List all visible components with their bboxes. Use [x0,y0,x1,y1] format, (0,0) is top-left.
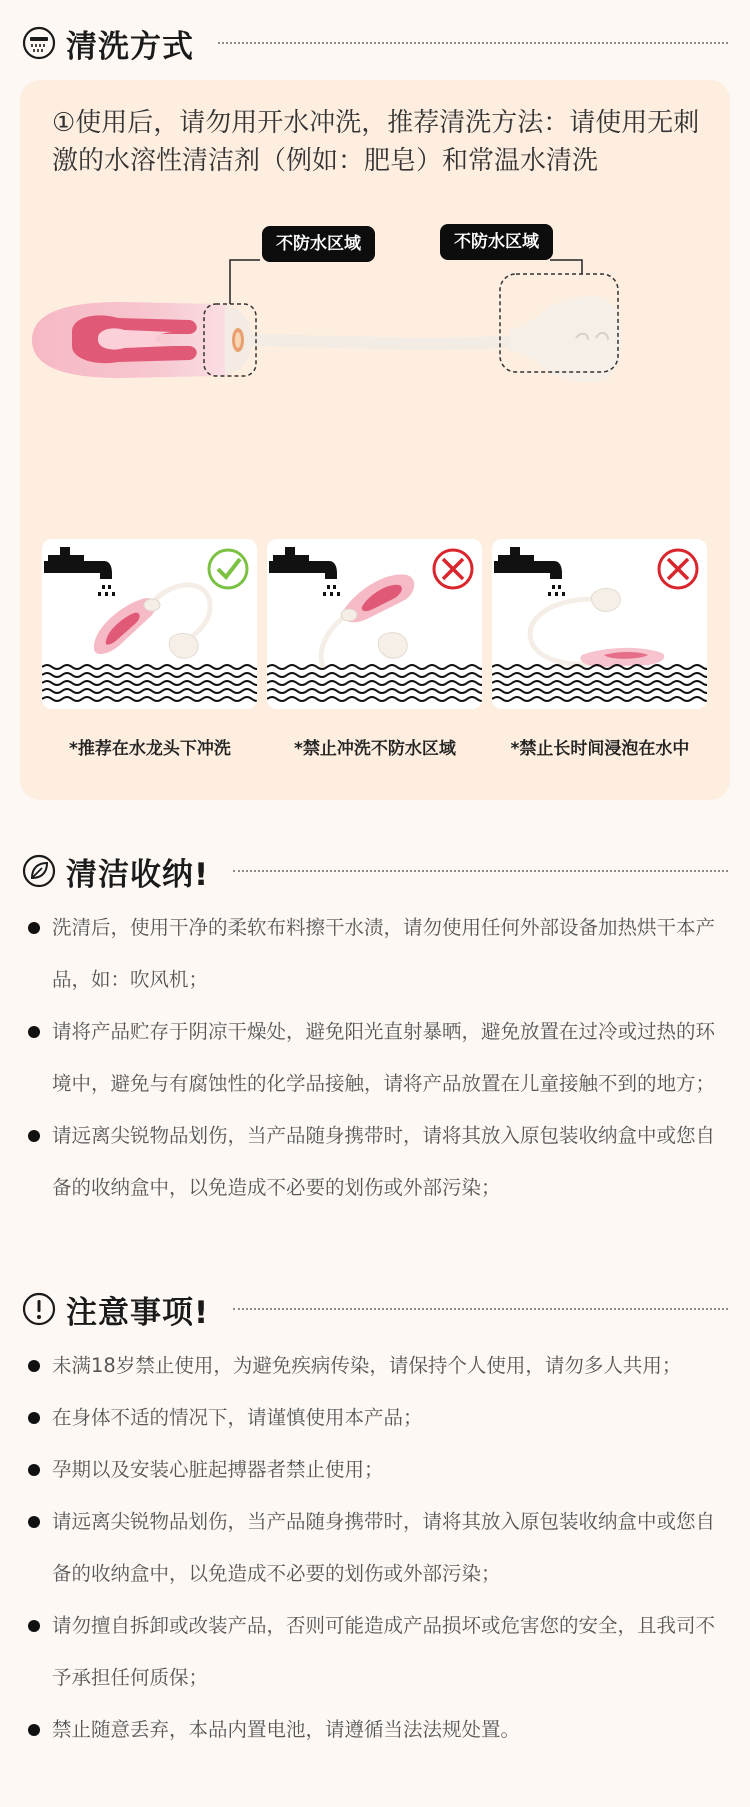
section-header-wash [22,20,728,66]
list-item: 请远离尖锐物品划伤，当产品随身携带时，请将其放入原包装收纳盒中或您自备的收纳盒中，以免造成不必要的划伤或外部污染； [28,1496,728,1600]
check-icon [209,550,247,588]
section-divider [233,870,728,872]
list-item: 请远离尖锐物品划伤，当产品随身携带时，请将其放入原包装收纳盒中或您自备的收纳盒中，以免造成不必要的划伤或外部污染； [28,1110,728,1214]
list-item: 在身体不适的情况下，请谨慎使用本产品； [28,1392,728,1444]
water-waves [267,665,482,701]
caption-rinse-ok: *推荐在水龙头下冲洗 [69,739,231,759]
wash-card [20,80,730,800]
section-divider [218,42,728,44]
product-diagram [20,220,730,480]
tag-non-waterproof-left: 不防水区域 [262,226,375,262]
water-waves [492,665,707,701]
list-item: 请勿擅自拆卸或改装产品，否则可能造成产品损坏或危害您的安全，且我司不予承担任何质保； [28,1600,728,1704]
notice-list [28,1340,728,1756]
bullet-dot [28,1412,40,1424]
section-title-wash: 清洗方式 [66,28,194,65]
caption-soak-no: *禁止长时间浸泡在水中 [510,739,690,759]
bullet-dot [28,922,40,934]
list-item: 禁止随意丢弃，本品内置电池，请遵循当法法规处置。 [28,1704,728,1756]
section-divider [233,1308,728,1310]
shower-icon [22,26,56,60]
list-item: 孕期以及安装心脏起搏器者禁止使用； [28,1444,728,1496]
caption-rinse-no-area: *禁止冲洗不防水区域 [294,739,456,759]
product-body-pink [32,302,252,378]
list-item: 请将产品贮存于阴凉干燥处，避免阳光直射暴晒，避免放置在过冷或过热的环境中，避免与有腐蚀性的化学品接触，请将产品放置在儿童接触不到的地方； [28,1006,728,1110]
bullet-dot [28,1620,40,1632]
list-item: 洗清后，使用干净的柔软布料擦干水渍，请勿使用任何外部设备加热烘干本产品，如：吹风机； [28,902,728,1006]
faucet-icon [269,547,337,579]
faucet-icon [494,547,562,579]
wash-instruction: ①使用后，请勿用开水冲洗，推荐清洗方法：请使用无刺激的水溶性清洁剂（例如：肥皂）和常温水清洗 [52,108,700,176]
storage-list [28,902,728,1214]
cross-icon [659,550,697,588]
faucet-icon [44,547,112,579]
section-header-notice [22,1286,728,1332]
bullet-dot [28,1464,40,1476]
list-item: 未满18岁禁止使用，为避免疾病传染，请保持个人使用，请勿多人共用； [28,1340,728,1392]
bullet-dot [28,1516,40,1528]
bullet-dot [28,1724,40,1736]
thumb-rinse-ok [42,539,257,709]
product-head [510,296,622,382]
water-waves [42,665,257,701]
exclamation-icon [22,1292,56,1326]
tag-non-waterproof-right: 不防水区域 [440,224,553,260]
bullet-dot [28,1026,40,1038]
section-title-notice: 注意事项! [66,1294,210,1331]
section-title-storage: 清洁收纳! [66,856,210,893]
cross-icon [434,550,472,588]
section-header-storage [22,848,728,894]
leaf-icon [22,854,56,888]
thumb-rinse-no-area [267,539,482,709]
thumb-soak-no [492,539,707,709]
bullet-dot [28,1130,40,1142]
bullet-dot [28,1360,40,1372]
